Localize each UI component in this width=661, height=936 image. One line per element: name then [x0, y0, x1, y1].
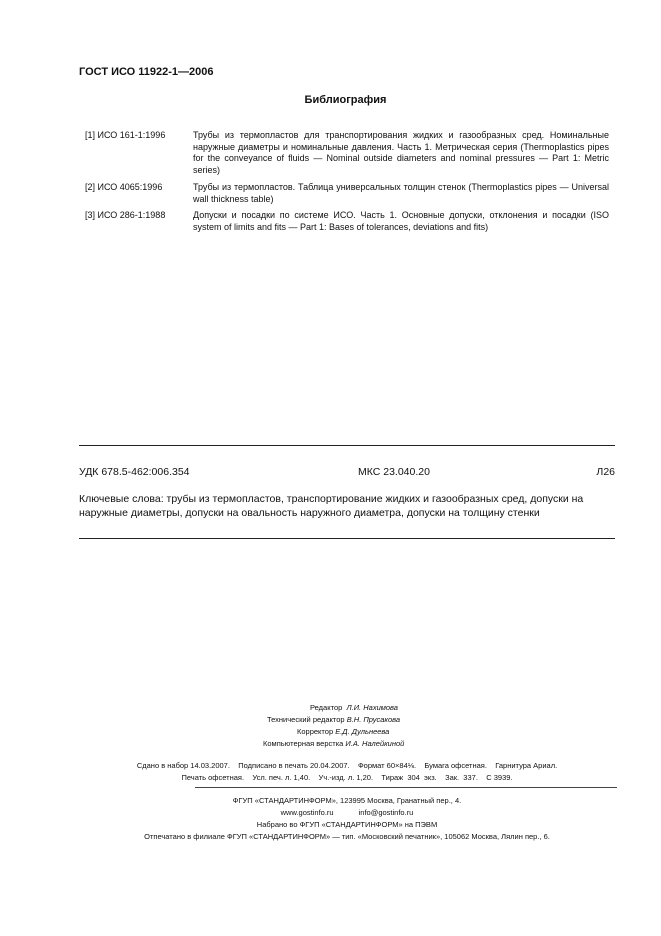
divider-bottom [79, 538, 615, 539]
editor-role: Компьютерная верстка [263, 739, 344, 748]
publisher-address: ФГУП «СТАНДАРТИНФОРМ», 123995 Москва, Гранатный пер., 4. [232, 796, 462, 805]
keywords: Ключевые слова: трубы из термопластов, транспортирование жидких и газообразных сред, допуски на наружные диаметры, допуски на овальность наружного диаметра, допуски на толщину стенки [79, 493, 584, 519]
typesetting-note: Набрано во ФГУП «СТАНДАРТИНФОРМ» на ПЭВМ [256, 820, 438, 829]
editor-name: Л.И. Нахимова [346, 703, 398, 712]
bibliography-ref: [3] ИСО 286-1:1988 [85, 210, 166, 220]
document-code: ГОСТ ИСО 11922-1—2006 [79, 66, 214, 78]
publisher-contacts [79, 808, 615, 817]
bibliography-ref: [1] ИСО 161-1:1996 [85, 130, 166, 140]
bibliography-text: Допуски и посадки по системе ИСО. Часть 1. Основные допуски, отклонения и посадки (ISO system of limits and fits — Part 1: Bases of tolerances, deviations and fits) [193, 210, 609, 232]
mks-code: МКС 23.040.20 [358, 466, 430, 478]
udk-code: УДК 678.5-462:006.354 [79, 466, 190, 478]
publisher-web: www.gostinfo.ru [280, 808, 334, 817]
bibliography-text: Трубы из термопластов. Таблица универсальных толщин стенок (Thermoplastics pipes — Universal wall thickness table) [193, 182, 609, 204]
print-info-line-1: Сдано в набор 14.03.2007. Подписано в печать 20.04.2007. Формат 60×84⅛. Бумага офсетная. Гарнитура Ариал. [136, 761, 558, 770]
classifier-code: Л26 [596, 466, 615, 478]
editor-role: Редактор [310, 703, 343, 712]
editor-line [297, 727, 389, 736]
editor-line [263, 739, 404, 748]
print-info-line-2: Печать офсетная. Усл. печ. л. 1,40. Уч.-изд. л. 1,20. Тираж 304 экз. Зак. 337. С 3939. [181, 773, 513, 782]
editor-name: Е.Д. Дульнеева [335, 727, 390, 736]
editor-line [267, 715, 400, 724]
divider-top [79, 445, 615, 446]
bibliography-text: Трубы из термопластов для транспортирования жидких и газообразных сред. Номинальные наружные диаметры и номинальные давления. Часть 1. Метрическая серия (Thermoplastics pipes for the conveyance of fluids — Nominal outside diameters and nominal pressures — Part 1: Metric series) [193, 130, 609, 175]
editor-role: Технический редактор [267, 715, 345, 724]
printing-note: Отпечатано в филиале ФГУП «СТАНДАРТИНФОРМ» — тип. «Московский печатник», 105062 Москва, Лялин пер., 6. [144, 832, 550, 841]
bibliography-ref: [2] ИСО 4065:1996 [85, 182, 163, 192]
publisher-email: info@gostinfo.ru [358, 808, 414, 817]
divider-imprint [195, 787, 617, 788]
editor-name: В.Н. Прусакова [346, 715, 401, 724]
editor-role: Корректор [297, 727, 334, 736]
editor-line [310, 703, 398, 712]
bibliography-title: Библиография [304, 94, 387, 106]
editor-name: И.А. Налейкиной [345, 739, 405, 748]
